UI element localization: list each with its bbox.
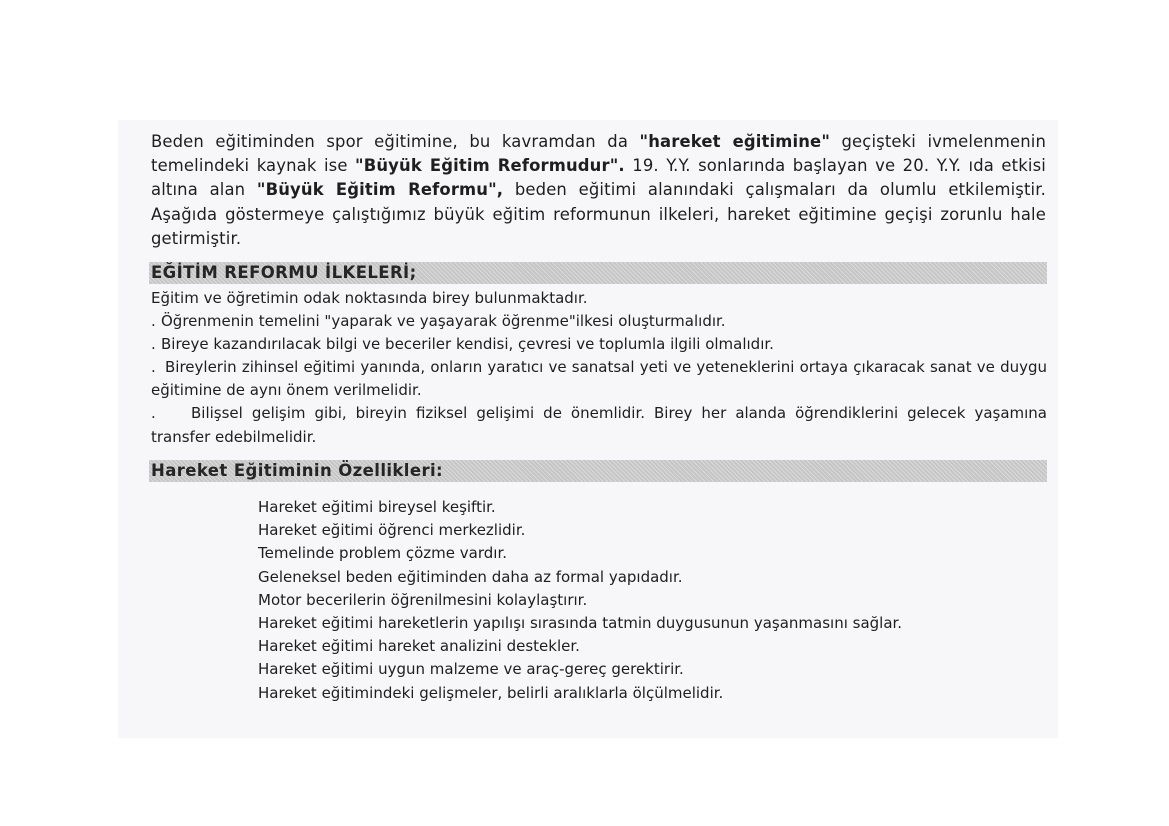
features-heading: Hareket Eğitiminin Özellikleri: (149, 460, 1047, 482)
principle-text: Bireylerin zihinsel eğitimi yanında, onların yaratıcı ve sanatsal yeti ve yeteneklerini ortaya çıkaracak sanat ve duygu eğitimine de aynı önem verilmelidir. (151, 358, 1047, 400)
bullet-mark: . (151, 335, 156, 354)
intro-bold-2: "Büyük Eğitim Reformudur". (355, 156, 625, 176)
bullet-mark: . (151, 312, 156, 331)
principle-item (151, 356, 1047, 402)
intro-text-3: 19. Y.Y. sonlarında başlayan ve 20. Y.Y. ıda etkisi altına alan (151, 156, 1046, 200)
reform-principles-list (151, 287, 1047, 449)
intro-bold-1: "hareket eğitimine" (639, 132, 831, 151)
feature-item: Hareket eğitimi hareket analizini destekler. (258, 637, 580, 656)
feature-item: Temelinde problem çözme vardır. (258, 544, 508, 563)
intro-text-2: geçişteki ivmelenmenin temelindeki kaynak ise (151, 132, 1046, 176)
feature-item: Geleneksel beden eğitiminden daha az formal yapıdadır. (258, 567, 683, 586)
intro-paragraph (151, 130, 1046, 251)
principle-text: Bireye kazandırılacak bilgi ve beceriler kendisi, çevresi ve toplumla ilgili olmalıdır. (161, 335, 774, 354)
bullet-mark: . (151, 358, 156, 377)
bullet-mark: . (151, 404, 156, 423)
feature-item: Hareket eğitimi bireysel keşiftir. (258, 498, 496, 516)
feature-item: Hareket eğitimi hareketlerin yapılışı sırasında tatmin duygusunun yaşanmasını sağlar. (258, 614, 903, 633)
principle-text: Öğrenmenin temelini "yaparak ve yaşayarak öğrenme"ilkesi oluşturmalıdır. (161, 312, 726, 331)
reform-principles-heading: EĞİTİM REFORMU İLKELERİ; (149, 262, 1047, 284)
feature-item: Hareket eğitimi uygun malzeme ve araç-gereç gerektirir. (258, 660, 684, 679)
principle-item (151, 402, 1047, 448)
intro-text-4: beden eğitimi alanındaki çalışmaları da olumlu etkilemiştir. Aşağıda göstermeye çalıştığımız büyük eğitim reformunun ilkeleri, hareket eğitimine geçişi zorunlu hale getirmiştir. (151, 180, 1047, 248)
principle-item (151, 333, 1047, 356)
feature-item: Hareket eğitimi öğrenci merkezlidir. (258, 521, 526, 540)
principles-lead: Eğitim ve öğretimin odak noktasında birey bulunmaktadır. (151, 289, 588, 307)
principle-item (151, 310, 1047, 333)
intro-bold-3: "Büyük Eğitim Reformu", (256, 180, 504, 200)
intro-text-1: Beden eğitiminden spor eğitimine, bu kavramdan da (151, 132, 640, 151)
features-list (258, 496, 1048, 705)
principle-text: Bilişsel gelişim gibi, bireyin fiziksel gelişimi de önemlidir. Birey her alanda öğrendiklerini gelecek yaşamına transfer edebilmelidir. (151, 404, 1047, 446)
feature-item: Motor becerilerin öğrenilmesini kolaylaştırır. (258, 590, 588, 609)
feature-item: Hareket eğitimindeki gelişmeler, belirli aralıklarla ölçülmelidir. (258, 683, 724, 702)
